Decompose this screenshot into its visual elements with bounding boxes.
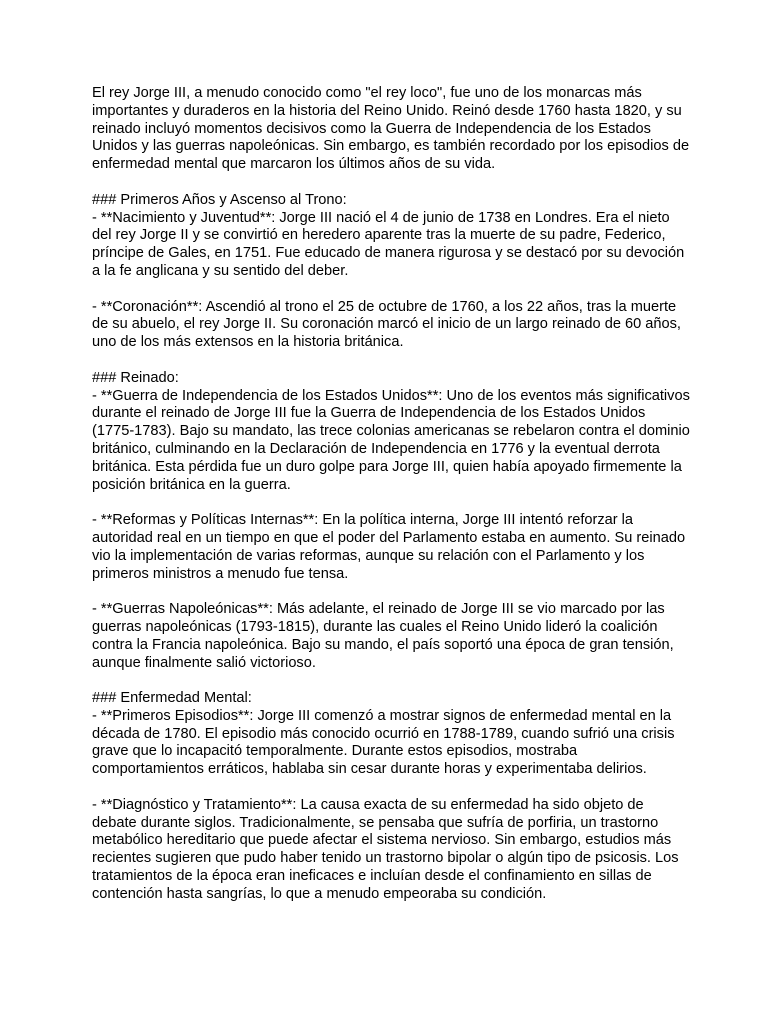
text-line: grave que lo incapacitó temporalmente. Durante estos episodios, mostraba bbox=[92, 743, 578, 760]
section-primeros-anos bbox=[92, 192, 728, 281]
text-line: debate durante siglos. Tradicionalmente, se pensaba que sufría de porfiria, un trastorno bbox=[92, 814, 659, 831]
text-line: - **Nacimiento y Juventud**: Jorge III nació el 4 de junio de 1738 en Londres. Era el nieto bbox=[92, 209, 670, 226]
text-line: a la fe anglicana y su sentido del deber. bbox=[92, 262, 349, 279]
section-reinado bbox=[92, 370, 728, 495]
text-line: británica. Esta pérdida fue un duro golpe para Jorge III, quien había apoyado firmemente la bbox=[92, 458, 682, 475]
text-line: del rey Jorge II y se convirtió en heredero aparente tras la muerte de su padre, Federico, bbox=[92, 227, 666, 244]
text-line: metabólico hereditario que puede afectar el sistema nervioso. Sin embargo, estudios más bbox=[92, 832, 672, 849]
document-body bbox=[92, 85, 728, 904]
text-line: década de 1780. El episodio más conocido ocurrió en 1788-1789, cuando sufrió una crisis bbox=[92, 725, 675, 742]
text-line: - **Coronación**: Ascendió al trono el 25 de octubre de 1760, a los 22 años, tras la muerte bbox=[92, 298, 677, 315]
text-line: ### Reinado: bbox=[92, 369, 179, 386]
text-line: - **Reformas y Políticas Internas**: En la política interna, Jorge III intentó reforzar la bbox=[92, 512, 634, 529]
text-line: aunque finalmente salió victorioso. bbox=[92, 654, 316, 671]
text-line: de su abuelo, el rey Jorge II. Su coronación marcó el inicio de un largo reinado de 60 años, bbox=[92, 316, 681, 333]
text-line: - **Guerras Napoleónicas**: Más adelante, el reinado de Jorge III se vio marcado por las bbox=[92, 601, 665, 618]
text-line: vio la implementación de varias reformas, aunque su relación con el Parlamento y los bbox=[92, 547, 645, 564]
text-line: comportamientos erráticos, hablaba sin cesar durante horas y experimentaba delirios. bbox=[92, 761, 647, 778]
text-line: - **Primeros Episodios**: Jorge III comenzó a mostrar signos de enfermedad mental en la bbox=[92, 707, 672, 724]
text-line: reinado incluyó momentos decisivos como la Guerra de Independencia de los Estados bbox=[92, 120, 651, 137]
text-line: posición británica en la guerra. bbox=[92, 476, 291, 493]
text-line: británico, culminando en la Declaración de Independencia en 1776 y la eventual derrota bbox=[92, 440, 660, 457]
text-line: guerras napoleónicas (1793-1815), durante las cuales el Reino Unido lideró la coalición bbox=[92, 618, 658, 635]
text-line: ### Primeros Años y Ascenso al Trono: bbox=[92, 191, 347, 208]
text-line: autoridad real en un tiempo en que el poder del Parlamento estaba en aumento. Su reinado bbox=[92, 529, 686, 546]
text-line: enfermedad mental que marcaron los últimos años de su vida. bbox=[92, 156, 496, 173]
text-line: contención hasta sangrías, lo que a menudo empeoraba su condición. bbox=[92, 885, 547, 902]
intro-paragraph bbox=[92, 85, 728, 174]
text-line: - **Diagnóstico y Tratamiento**: La causa exacta de su enfermedad ha sido objeto de bbox=[92, 796, 644, 813]
text-line: importantes y duraderos en la historia del Reino Unido. Reinó desde 1760 hasta 1820, y su bbox=[92, 102, 682, 119]
item-reformas bbox=[92, 512, 728, 583]
section-enfermedad-mental bbox=[92, 690, 728, 779]
text-line: - **Guerra de Independencia de los Estados Unidos**: Uno de los eventos más significativos bbox=[92, 387, 690, 404]
text-line: El rey Jorge III, a menudo conocido como "el rey loco", fue uno de los monarcas más bbox=[92, 85, 642, 101]
text-line: Unidos y las guerras napoleónicas. Sin embargo, es también recordado por los episodios de bbox=[92, 138, 690, 155]
text-line: durante el reinado de Jorge III fue la Guerra de Independencia de los Estados Unidos bbox=[92, 405, 646, 422]
text-line: uno de los más extensos en la historia británica. bbox=[92, 334, 404, 351]
text-line: tratamientos de la época eran ineficaces e incluían desde el confinamiento en sillas de bbox=[92, 868, 652, 885]
text-line: contra la Francia napoleónica. Bajo su mando, el país soportó una época de gran tensión, bbox=[92, 636, 674, 653]
text-line: príncipe de Gales, en 1751. Fue educado de manera rigurosa y se destacó por su devoción bbox=[92, 245, 685, 262]
item-diagnostico bbox=[92, 797, 728, 904]
text-line: (1775-1783). Bajo su mandato, las trece colonias americanas se rebelaron contra el dominio bbox=[92, 423, 690, 440]
text-line: ### Enfermedad Mental: bbox=[92, 690, 252, 707]
item-coronacion bbox=[92, 299, 728, 352]
item-guerras-napoleonicas bbox=[92, 601, 728, 672]
text-line: recientes sugieren que pudo haber tenido un trastorno bipolar o algún tipo de psicosis. Los bbox=[92, 850, 679, 867]
text-line: primeros ministros a menudo fue tensa. bbox=[92, 565, 349, 582]
